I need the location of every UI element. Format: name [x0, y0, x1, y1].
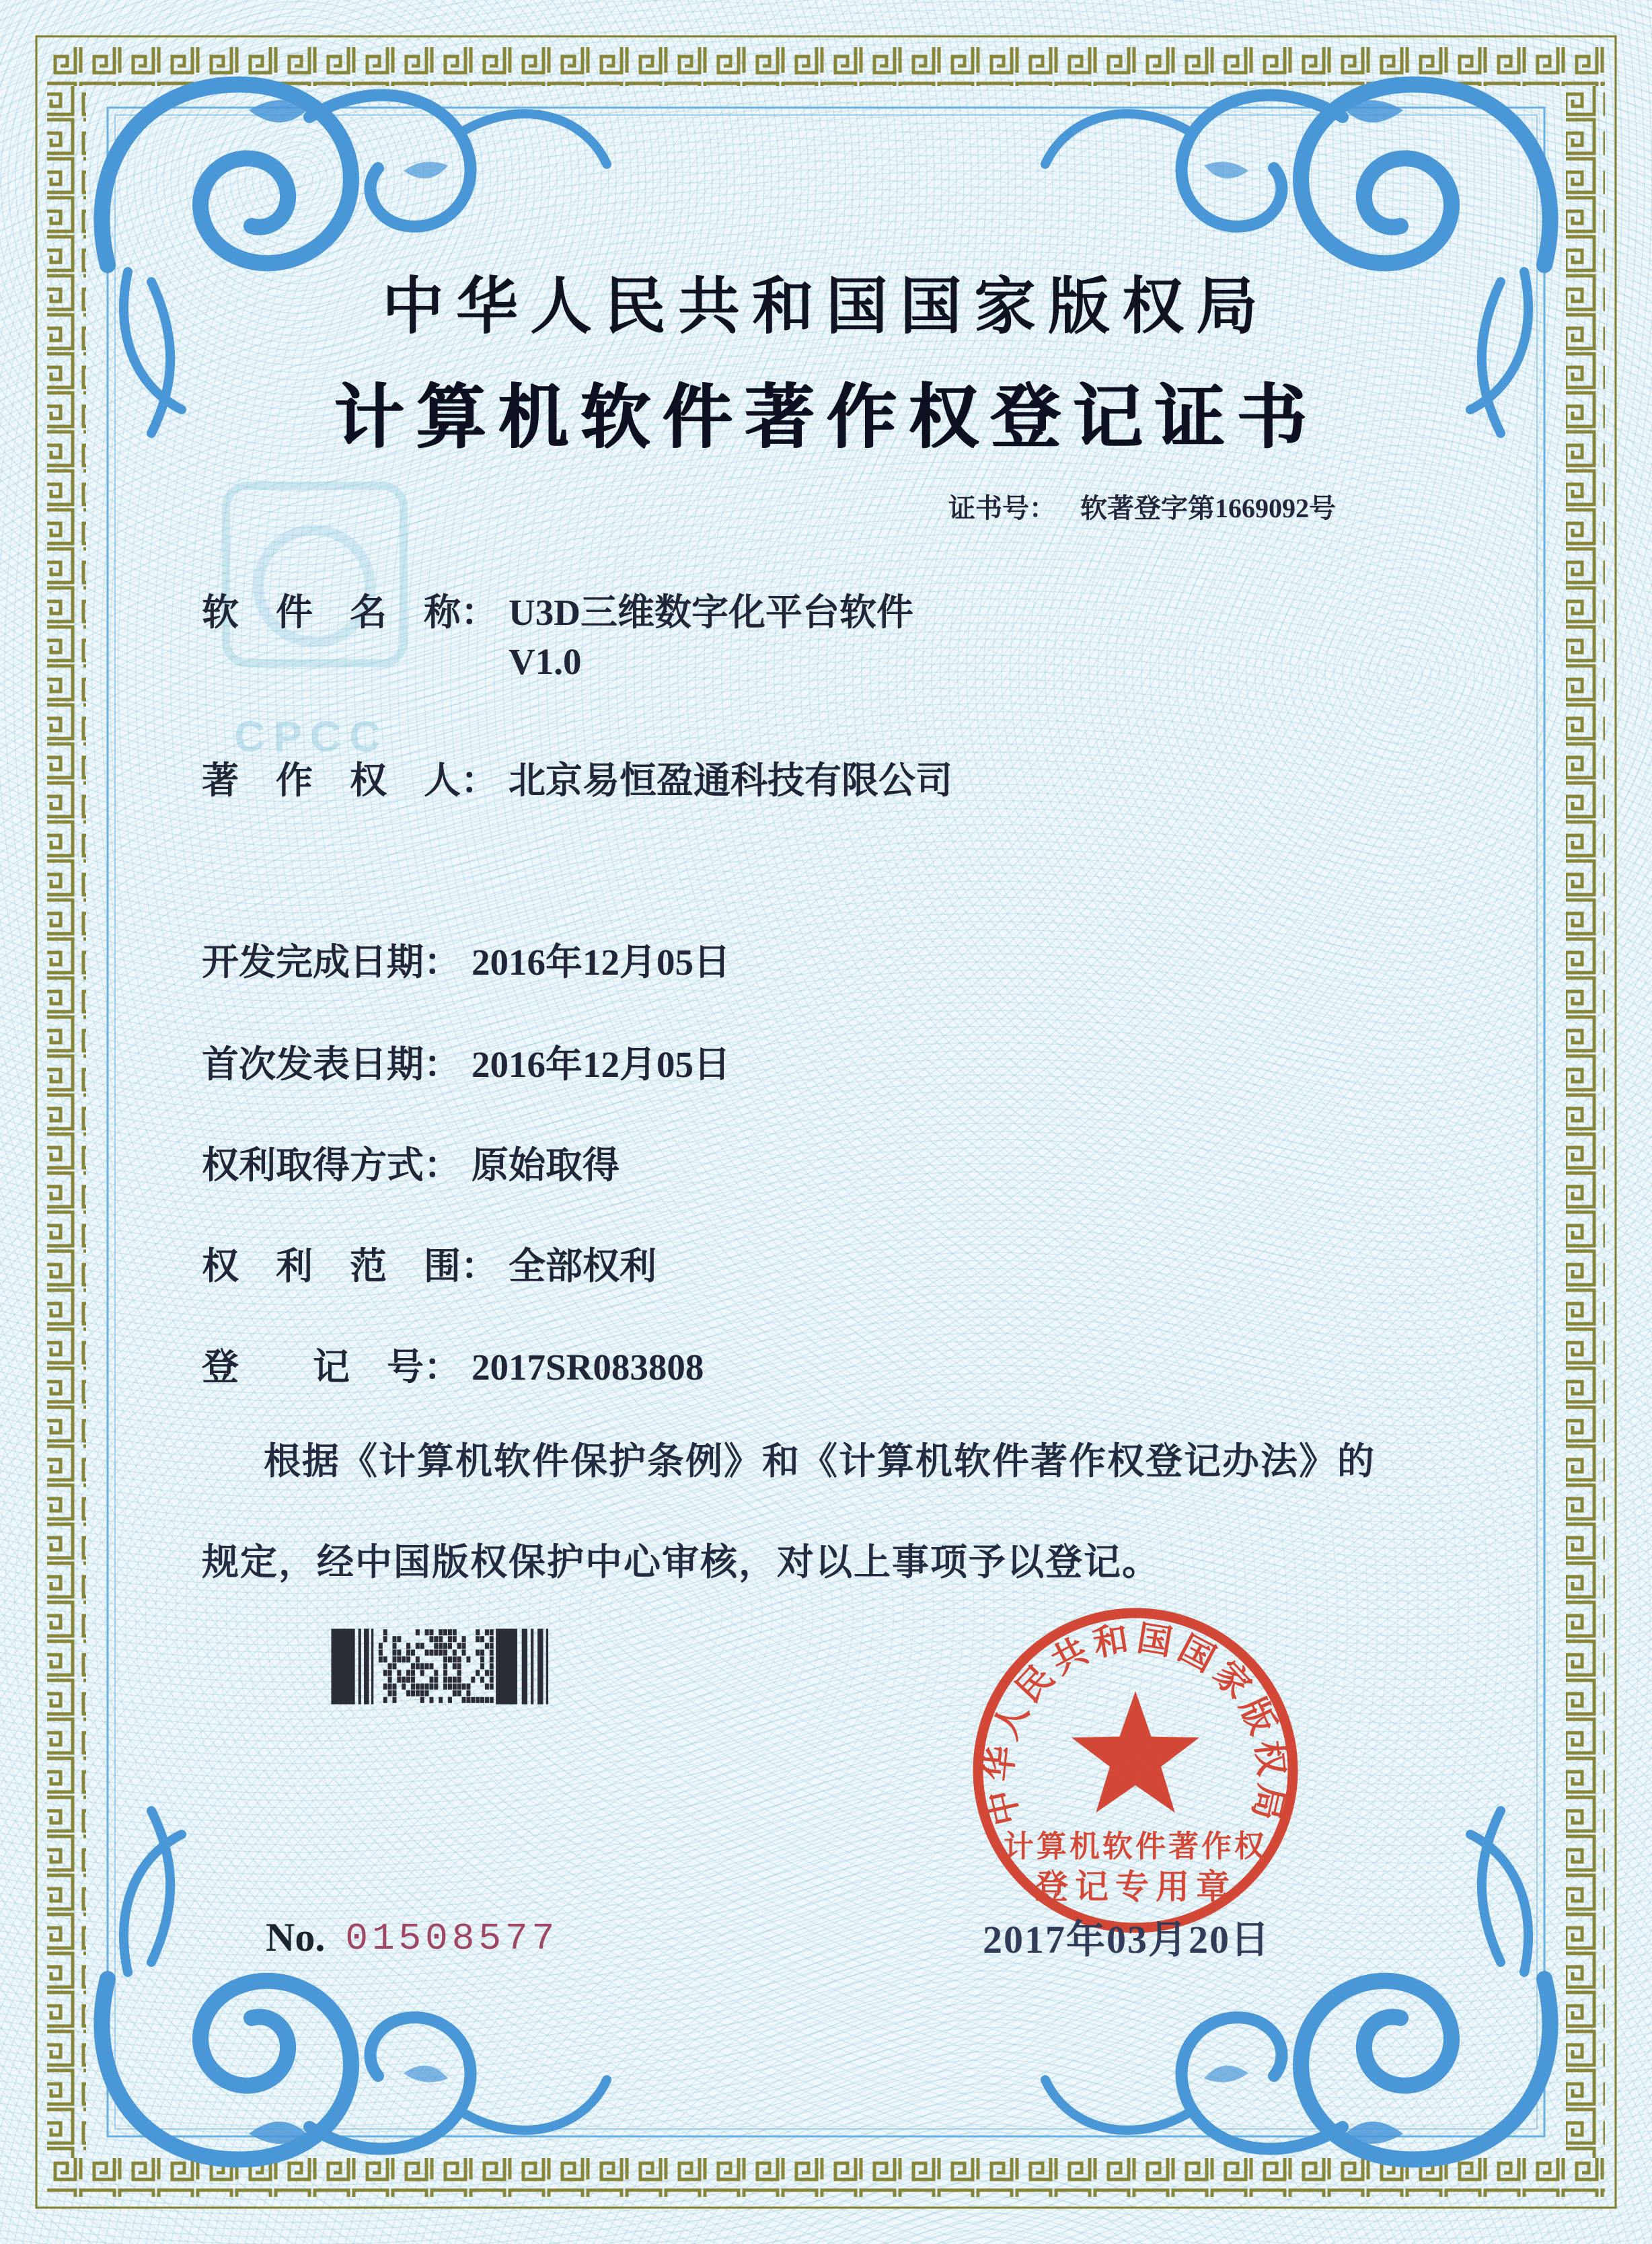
authority-title: 中华人民共和国国家版权局: [381, 272, 1270, 341]
field-row-copyright-owner: [202, 751, 952, 804]
field-label: 软 件 名 称：: [202, 592, 498, 633]
field-label: 权利取得方式：: [202, 1145, 461, 1186]
serial-number: 01508577: [345, 1917, 559, 1960]
field-label: 著 作 权 人：: [202, 760, 498, 801]
field-row-registration-number: [202, 1337, 704, 1390]
issue-date: 2017年03月20日: [982, 1918, 1271, 1961]
field-label: 登 记 号：: [202, 1347, 461, 1388]
field-label: 首次发表日期：: [202, 1044, 461, 1085]
watermark-cpcc-text: CPCC: [234, 712, 389, 761]
barcode: [323, 1626, 555, 1707]
field-row-rights-scope: [202, 1236, 656, 1289]
registration-seal: [961, 1596, 1310, 1945]
seal-star-icon: [1072, 1691, 1199, 1813]
field-value: 原始取得: [472, 1145, 620, 1186]
corner-flourish-bottom-left: [102, 1811, 607, 2159]
field-value: 北京易恒盈通科技有限公司: [509, 760, 953, 801]
field-row-dev-complete-date: [202, 932, 730, 985]
greek-key-border-top: [47, 47, 1605, 86]
field-label: 权 利 范 围：: [202, 1246, 498, 1287]
certificate-number-label: 证书号：: [948, 493, 1056, 523]
barcode-modules: [379, 1629, 494, 1703]
serial-number-line: [266, 1914, 558, 1962]
field-row-rights-acquisition: [202, 1135, 620, 1189]
seal-text-line1: 计算机软件著作权: [1003, 1830, 1268, 1863]
certificate-number-value: 软著登字第1669092号: [1080, 493, 1336, 523]
greek-key-border-bottom: [47, 2158, 1605, 2197]
field-value: 2017SR083808: [472, 1347, 704, 1388]
field-row-first-publish-date: [202, 1035, 730, 1088]
field-value: 2016年12月05日: [472, 1044, 731, 1085]
seal-ring-text: 中华人民共和国国家版权局: [980, 1619, 1291, 1829]
certificate-number-line: [948, 487, 1336, 525]
software-version: V1.0: [509, 641, 582, 682]
certificate-title: 计算机软件著作权登记证书: [333, 379, 1318, 457]
field-row-software-name: [202, 583, 913, 636]
field-value: 2016年12月05日: [472, 942, 731, 983]
field-value: U3D三维数字化平台软件: [509, 592, 913, 633]
body-paragraph-line2: 规定，经中国版权保护中心审核，对以上事项予以登记。: [202, 1542, 1161, 1583]
field-label: 开发完成日期：: [202, 942, 461, 983]
seal-text-line2: 登记专用章: [1035, 1868, 1236, 1906]
serial-label: No.: [266, 1915, 326, 1959]
body-paragraph-line1: 根据《计算机软件保护条例》和《计算机软件著作权登记办法》的: [264, 1441, 1376, 1482]
field-value: 全部权利: [509, 1246, 657, 1287]
